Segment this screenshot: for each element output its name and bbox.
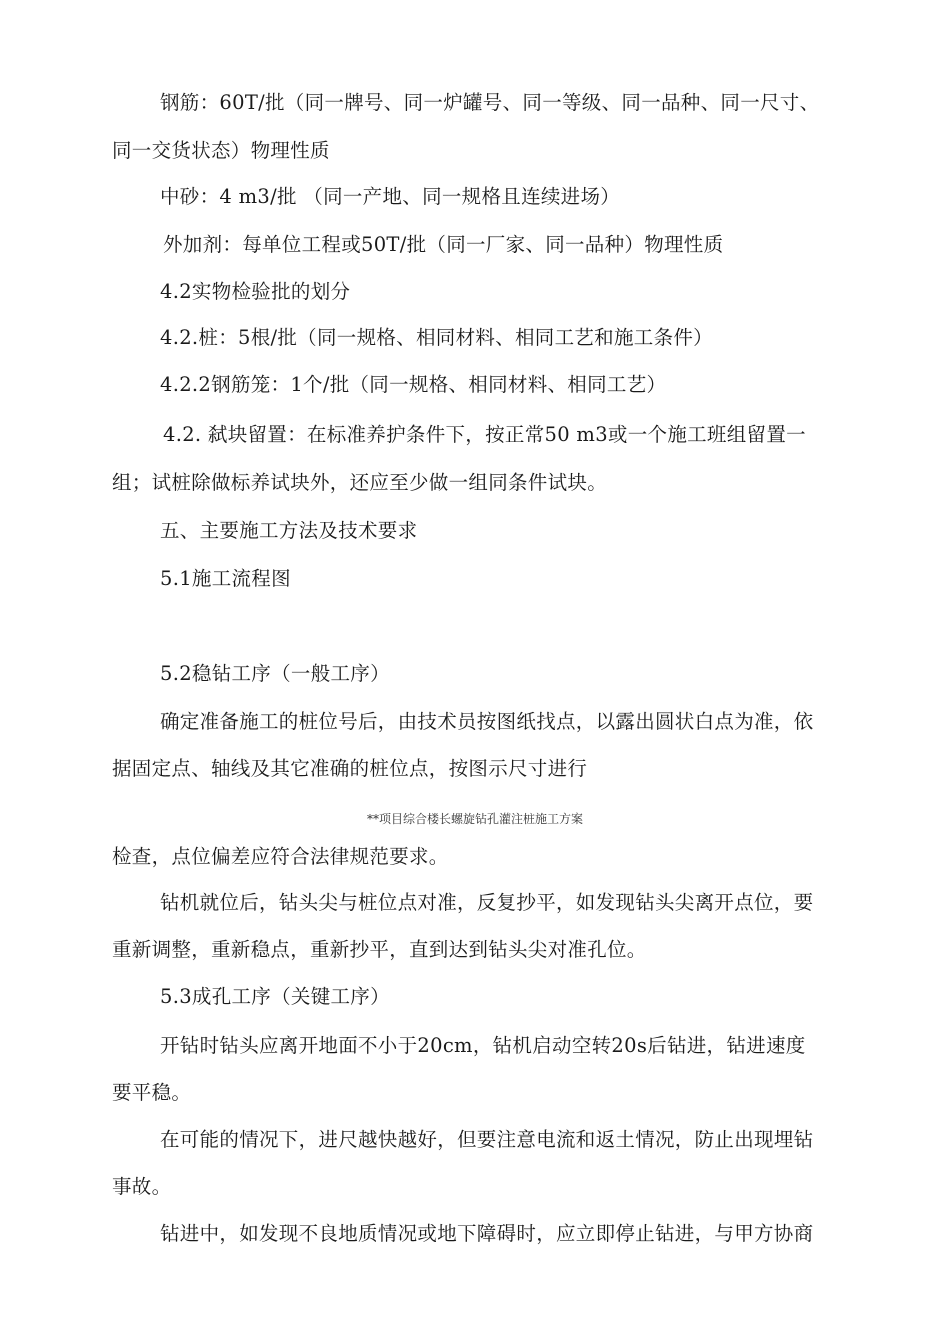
paragraph-line-rig-alignment: 钻机就位后，钻头尖与桩位点对准，反复抄平，如发现钻头尖离开点位，要	[160, 891, 814, 914]
paragraph-line-steel-batch: 钢筋：60T/批（同一牌号、同一炉罐号、同一等级、同一品种、同一尺寸、	[160, 91, 820, 114]
page-footer: **项目综合楼长螺旋钻孔灌注桩施工方案	[366, 812, 583, 826]
paragraph-line-bad-geology: 钻进中，如发现不良地质情况或地下障碍时，应立即停止钻进，与甲方协商	[160, 1222, 814, 1245]
paragraph-line-drilling-start-cont: 要平稳。	[112, 1081, 192, 1104]
paragraph-line-rig-alignment-cont: 重新调整，重新稳点，重新抄平，直到达到钻头尖对准孔位。	[112, 938, 647, 961]
paragraph-line-sand-batch: 中砂：4 m3/批 （同一产地、同一规格且连续进场）	[160, 185, 621, 208]
section-heading-5-3: 5.3成孔工序（关键工序）	[160, 985, 390, 1008]
section-heading-5-1: 5.1施工流程图	[160, 567, 291, 590]
paragraph-line-test-block: 4.2. 弑块留置：在标准养护条件下，按正常50 m3或一个施工班组留置一	[163, 423, 806, 446]
paragraph-line-positioning: 确定准备施工的桩位号后，由技术员按图纸找点，以露出圆状白点为准，依	[160, 710, 814, 733]
paragraph-line-positioning-cont: 据固定点、轴线及其它准确的桩位点，按图示尺寸进行	[112, 757, 588, 780]
paragraph-line-inspection: 检查，点位偏差应符合法律规范要求。	[112, 845, 449, 868]
paragraph-line-test-block-cont: 组；试桩除做标养试块外，还应至少做一组同条件试块。	[112, 471, 608, 494]
chapter-heading-5: 五、主要施工方法及技术要求	[160, 519, 418, 542]
paragraph-line-pile-batch: 4.2.桩：5根/批（同一规格、相同材料、相同工艺和施工条件）	[160, 326, 713, 349]
paragraph-line-drilling-start: 开钻时钻头应离开地面不小于20cm，钻机启动空转20s后钻进，钻进速度	[160, 1034, 806, 1057]
paragraph-line-steel-batch-cont: 同一交货状态）物理性质	[112, 139, 330, 162]
paragraph-line-drilling-speed: 在可能的情况下，进尺越快越好，但要注意电流和返土情况，防止出现埋钻	[160, 1128, 814, 1151]
section-heading-4-2: 4.2实物检验批的划分	[160, 280, 351, 303]
section-heading-5-2: 5.2稳钻工序（一般工序）	[160, 662, 390, 685]
paragraph-line-admixture-batch: 外加剂：每单位工程或50T/批（同一厂家、同一品种）物理性质	[163, 233, 724, 256]
paragraph-line-drilling-speed-cont: 事故。	[112, 1175, 172, 1198]
paragraph-line-cage-batch: 4.2.2钢筋笼：1个/批（同一规格、相同材料、相同工艺）	[160, 373, 667, 396]
